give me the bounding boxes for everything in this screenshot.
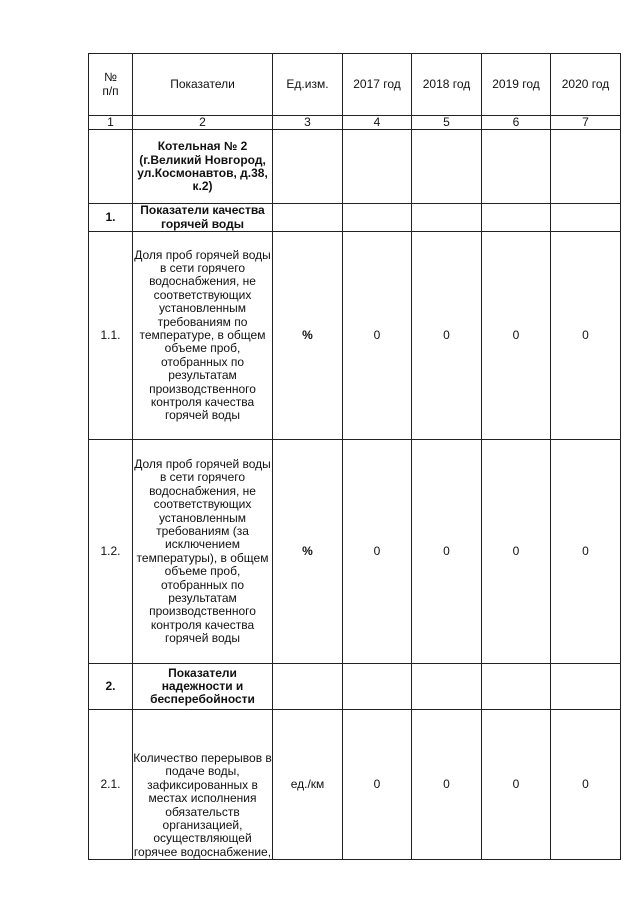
- row-2-1-name: Количество перерывов в подаче воды, зафиксированных в местах исполнения обязательств организацией, осуществляющей горячее водоснабжение,: [133, 710, 273, 860]
- col-num-6: 6: [482, 116, 551, 130]
- row-2-1-value-2020: 0: [551, 710, 621, 860]
- section-1-empty-cell: [551, 204, 621, 232]
- boiler-name: Котельная № 2 (г.Великий Новгород, ул.Космонавтов, д.38, к.2): [133, 130, 273, 204]
- section-1-empty-cell: [343, 204, 412, 232]
- header-year-2020: 2020 год: [551, 54, 621, 116]
- row-1-2: [89, 440, 621, 664]
- row-1-2-num: 1.2.: [89, 440, 133, 664]
- boiler-num: [89, 130, 133, 204]
- section-2-row: [89, 664, 621, 710]
- row-1-1-value-2020: 0: [551, 232, 621, 440]
- boiler-empty-cell: [412, 130, 482, 204]
- section-2-empty-cell: [273, 664, 343, 710]
- indicators-table: [88, 53, 621, 860]
- row-2-1-unit: ед./км: [273, 710, 343, 860]
- boiler-unit: [273, 130, 343, 204]
- section-1-empty-cell: [273, 204, 343, 232]
- row-1-1-name: Доля проб горячей воды в сети горячего водоснабжения, не соответствующих установленным требованиям по температуре, в общем объеме проб, отобранных по результатам производственного контроля качества горячей воды: [133, 232, 273, 440]
- row-1-1: [89, 232, 621, 440]
- boiler-empty-cell: [343, 130, 412, 204]
- header-year-2017: 2017 год: [343, 54, 412, 116]
- section-2-name: Показатели надежности и бесперебойности: [133, 664, 273, 710]
- section-1-num: 1.: [89, 204, 133, 232]
- row-2-1-value-2017: 0: [343, 710, 412, 860]
- section-1-row: [89, 204, 621, 232]
- section-2-empty-cell: [343, 664, 412, 710]
- col-num-3: 3: [273, 116, 343, 130]
- col-num-4: 4: [343, 116, 412, 130]
- row-2-1-num: 2.1.: [89, 710, 133, 860]
- section-2-empty-cell: [551, 664, 621, 710]
- section-2-empty-cell: [482, 664, 551, 710]
- section-2-num: 2.: [89, 664, 133, 710]
- header-unit: Ед.изм.: [273, 54, 343, 116]
- header-num: № п/п: [89, 54, 133, 116]
- section-2-empty-cell: [412, 664, 482, 710]
- section-1-name: Показатели качества горячей воды: [133, 204, 273, 232]
- header-year-2018: 2018 год: [412, 54, 482, 116]
- col-num-5: 5: [412, 116, 482, 130]
- row-1-1-value-2018: 0: [412, 232, 482, 440]
- row-1-1-num: 1.1.: [89, 232, 133, 440]
- row-1-2-value-2018: 0: [412, 440, 482, 664]
- row-2-1-value-2019: 0: [482, 710, 551, 860]
- boiler-row: [89, 130, 621, 204]
- row-1-2-value-2019: 0: [482, 440, 551, 664]
- boiler-empty-cell: [482, 130, 551, 204]
- row-1-2-name: Доля проб горячей воды в сети горячего водоснабжения, не соответствующих установленным требованиям (за исключением температуры), в общем объеме проб, отобранных по результатам производственного контроля качества горячей воды: [133, 440, 273, 664]
- header-indicator: Показатели: [133, 54, 273, 116]
- row-1-2-unit: %: [273, 440, 343, 664]
- col-num-2: 2: [133, 116, 273, 130]
- row-1-1-value-2019: 0: [482, 232, 551, 440]
- col-num-1: 1: [89, 116, 133, 130]
- row-1-2-value-2020: 0: [551, 440, 621, 664]
- row-2-1: [89, 710, 621, 860]
- section-1-empty-cell: [482, 204, 551, 232]
- section-1-empty-cell: [412, 204, 482, 232]
- boiler-empty-cell: [551, 130, 621, 204]
- row-1-1-unit: %: [273, 232, 343, 440]
- column-number-row: [89, 116, 621, 130]
- row-1-2-value-2017: 0: [343, 440, 412, 664]
- row-1-1-value-2017: 0: [343, 232, 412, 440]
- row-2-1-value-2018: 0: [412, 710, 482, 860]
- header-row: [89, 54, 621, 116]
- header-year-2019: 2019 год: [482, 54, 551, 116]
- col-num-7: 7: [551, 116, 621, 130]
